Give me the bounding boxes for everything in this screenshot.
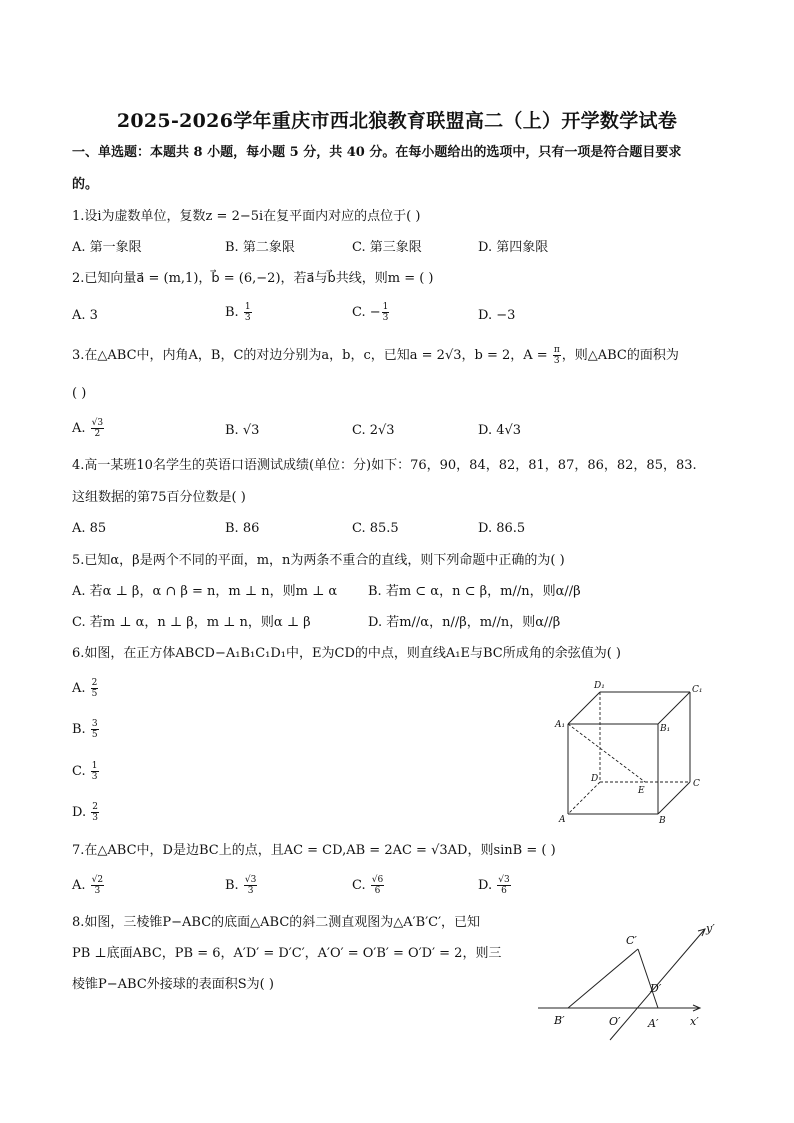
q6-option-b [72, 719, 100, 740]
q2-option-b-fraction: $\frac{1}{3}$ [244, 302, 251, 323]
label-a1: A₁ [555, 720, 566, 730]
q8-stem-line3: 棱锥P−ABC外接球的表面积S为( ) [72, 977, 274, 992]
label-b1: B₁ [660, 724, 671, 734]
q3-stem-b: ，则△ABC的面积为 [561, 348, 679, 363]
q2-option-b-label: B. [225, 305, 239, 320]
q2-option-b [225, 302, 253, 323]
q4-option-c: C. 85.5 [352, 521, 399, 536]
oblique-projection-figure [530, 915, 730, 1045]
q3-option-a [72, 418, 105, 439]
q5-option-b: B. 若m ⊂ α，n ⊂ β，m//n，则α//β [368, 584, 581, 599]
q3-option-c: C. 2√3 [352, 423, 395, 438]
label-c: C [693, 779, 700, 789]
label-b-prime: B′ [554, 1014, 565, 1027]
q7-option-c-fraction: $\frac{√6}{6}$ [371, 875, 384, 896]
q7-option-b [225, 875, 258, 896]
q6-option-d [72, 802, 100, 823]
q2-option-d: D. −3 [478, 308, 516, 323]
q7-option-c [352, 875, 385, 896]
cube-figure [552, 680, 712, 825]
label-d1: D₁ [594, 681, 605, 691]
q6-option-b-fraction: $\frac{3}{5}$ [91, 719, 98, 740]
q2-option-c-fraction: $\frac{1}{3}$ [382, 302, 389, 323]
q3-option-b: B. √3 [225, 423, 260, 438]
q1-option-d: D. 第四象限 [478, 240, 549, 255]
label-o-prime: O′ [609, 1015, 621, 1028]
q5-option-a: A. 若α ⊥ β，α ∩ β = n，m ⊥ n，则m ⊥ α [72, 584, 338, 599]
q7-option-a-fraction: $\frac{√2}{3}$ [91, 875, 104, 896]
segment-a1e [568, 724, 645, 782]
edge-da [568, 782, 600, 814]
q6-option-a-fraction: $\frac{2}{5}$ [91, 678, 98, 699]
label-b: B [659, 816, 666, 825]
q1-option-c: C. 第三象限 [352, 240, 422, 255]
q6-option-c [72, 761, 100, 782]
q5-stem: 5.已知α，β是两个不同的平面，m，n为两条不重合的直线，则下列命题中正确的为( ) [72, 553, 565, 568]
edge-b1c1 [658, 692, 690, 724]
q3-option-a-fraction: $\frac{√3}{2}$ [91, 418, 104, 439]
q5-option-c: C. 若m ⊥ α，n ⊥ β，m ⊥ n，则α ⊥ β [72, 615, 311, 630]
q3-stem [72, 345, 679, 366]
label-x-prime: x′ [690, 1015, 699, 1028]
label-a: A [559, 815, 566, 825]
q7-option-d-fraction: $\frac{√3}{6}$ [498, 875, 510, 896]
q1-option-b: B. 第二象限 [225, 240, 295, 255]
q1-stem: 1.设i为虚数单位，复数z = 2−5i在复平面内对应的点位于( ) [72, 209, 421, 224]
q7-option-d-label: D. [478, 878, 493, 893]
q7-stem: 7.在△ABC中，D是边BC上的点，且AC = CD,AB = 2AC = √3AD，则sinB = ( ) [72, 843, 556, 858]
q3-option-d: D. 4√3 [478, 423, 522, 438]
q1-option-a: A. 第一象限 [72, 240, 142, 255]
label-a-prime: A′ [648, 1017, 659, 1030]
segment-b-c [568, 949, 638, 1008]
q5-option-d: D. 若m//α，n//β，m//n，则α//β [368, 615, 561, 630]
q6-stem: 6.如图，在正方体ABCD−A₁B₁C₁D₁中，E为CD的中点，则直线A₁E与BC所成角的余弦值为( ) [72, 646, 621, 661]
q8-stem-line2: PB ⊥底面ABC，PB = 6，A′D′ = D′C′，A′O′ = O′B′ = O′D′ = 2，则三 [72, 946, 502, 961]
q6-option-c-fraction: $\frac{1}{3}$ [91, 761, 98, 782]
q7-option-a [72, 875, 105, 896]
q4-option-b: B. 86 [225, 521, 260, 536]
q4-option-d: D. 86.5 [478, 521, 526, 536]
label-c1: C₁ [692, 685, 703, 695]
label-c-prime: C′ [626, 934, 637, 947]
edge-bc [658, 782, 690, 814]
q4-stem-line2: 这组数据的第75百分位数是( ) [72, 490, 246, 505]
q8-stem-line1: 8.如图，三棱锥P−ABC的底面△ABC的斜二测直观图为△A′B′C′，已知 [72, 915, 481, 930]
label-y-prime: y′ [706, 922, 715, 935]
q3-option-a-label: A. [72, 421, 86, 436]
q2-option-a: A. 3 [72, 308, 98, 323]
label-d: D [591, 774, 599, 784]
q6-option-a [72, 678, 99, 699]
q4-option-a: A. 85 [72, 521, 107, 536]
q3-stem-fraction: $\frac{\pi}{3}$ [553, 345, 560, 366]
q6-option-d-label: D. [72, 805, 87, 820]
edge-d1a1 [568, 692, 600, 724]
q4-stem: 4.高一某班10名学生的英语口语测试成绩(单位：分)如下：76，90，84，82，81，87，86，82，85，83. [72, 458, 697, 473]
q2-option-c-label: C. − [352, 305, 381, 320]
q7-option-a-label: A. [72, 878, 86, 893]
q7-option-b-fraction: $\frac{√3}{3}$ [244, 875, 257, 896]
q2-option-c [352, 302, 390, 323]
q2-stem: 2.已知向量a⃗ = (m,1)，b⃗ = (6,−2)，若a⃗与b⃗共线，则m = ( ) [72, 271, 434, 286]
label-d-prime: D′ [650, 982, 662, 995]
section-heading-line2: 的。 [72, 177, 99, 192]
section-heading-line1: 一、单选题：本题共 8 小题，每小题 5 分，共 40 分。在每小题给出的选项中，只有一项是符合题目要求 [72, 145, 682, 160]
q6-option-a-label: A. [72, 681, 86, 696]
q6-option-c-label: C. [72, 764, 86, 779]
q7-option-d [478, 875, 512, 896]
label-e: E [638, 786, 645, 796]
q3-stem-a: 3.在△ABC中，内角A，B，C的对边分别为a，b，c，已知a = 2√3，b = 2，A = [72, 348, 548, 363]
q6-option-b-label: B. [72, 722, 86, 737]
q3-stem-line2: ( ) [72, 386, 87, 401]
segment-c-a [638, 949, 658, 1008]
page-title: 2025-2026学年重庆市西北狼教育联盟高二（上）开学数学试卷 [116, 110, 678, 132]
q7-option-c-label: C. [352, 878, 366, 893]
q7-option-b-label: B. [225, 878, 239, 893]
q6-option-d-fraction: $\frac{2}{3}$ [92, 802, 98, 823]
